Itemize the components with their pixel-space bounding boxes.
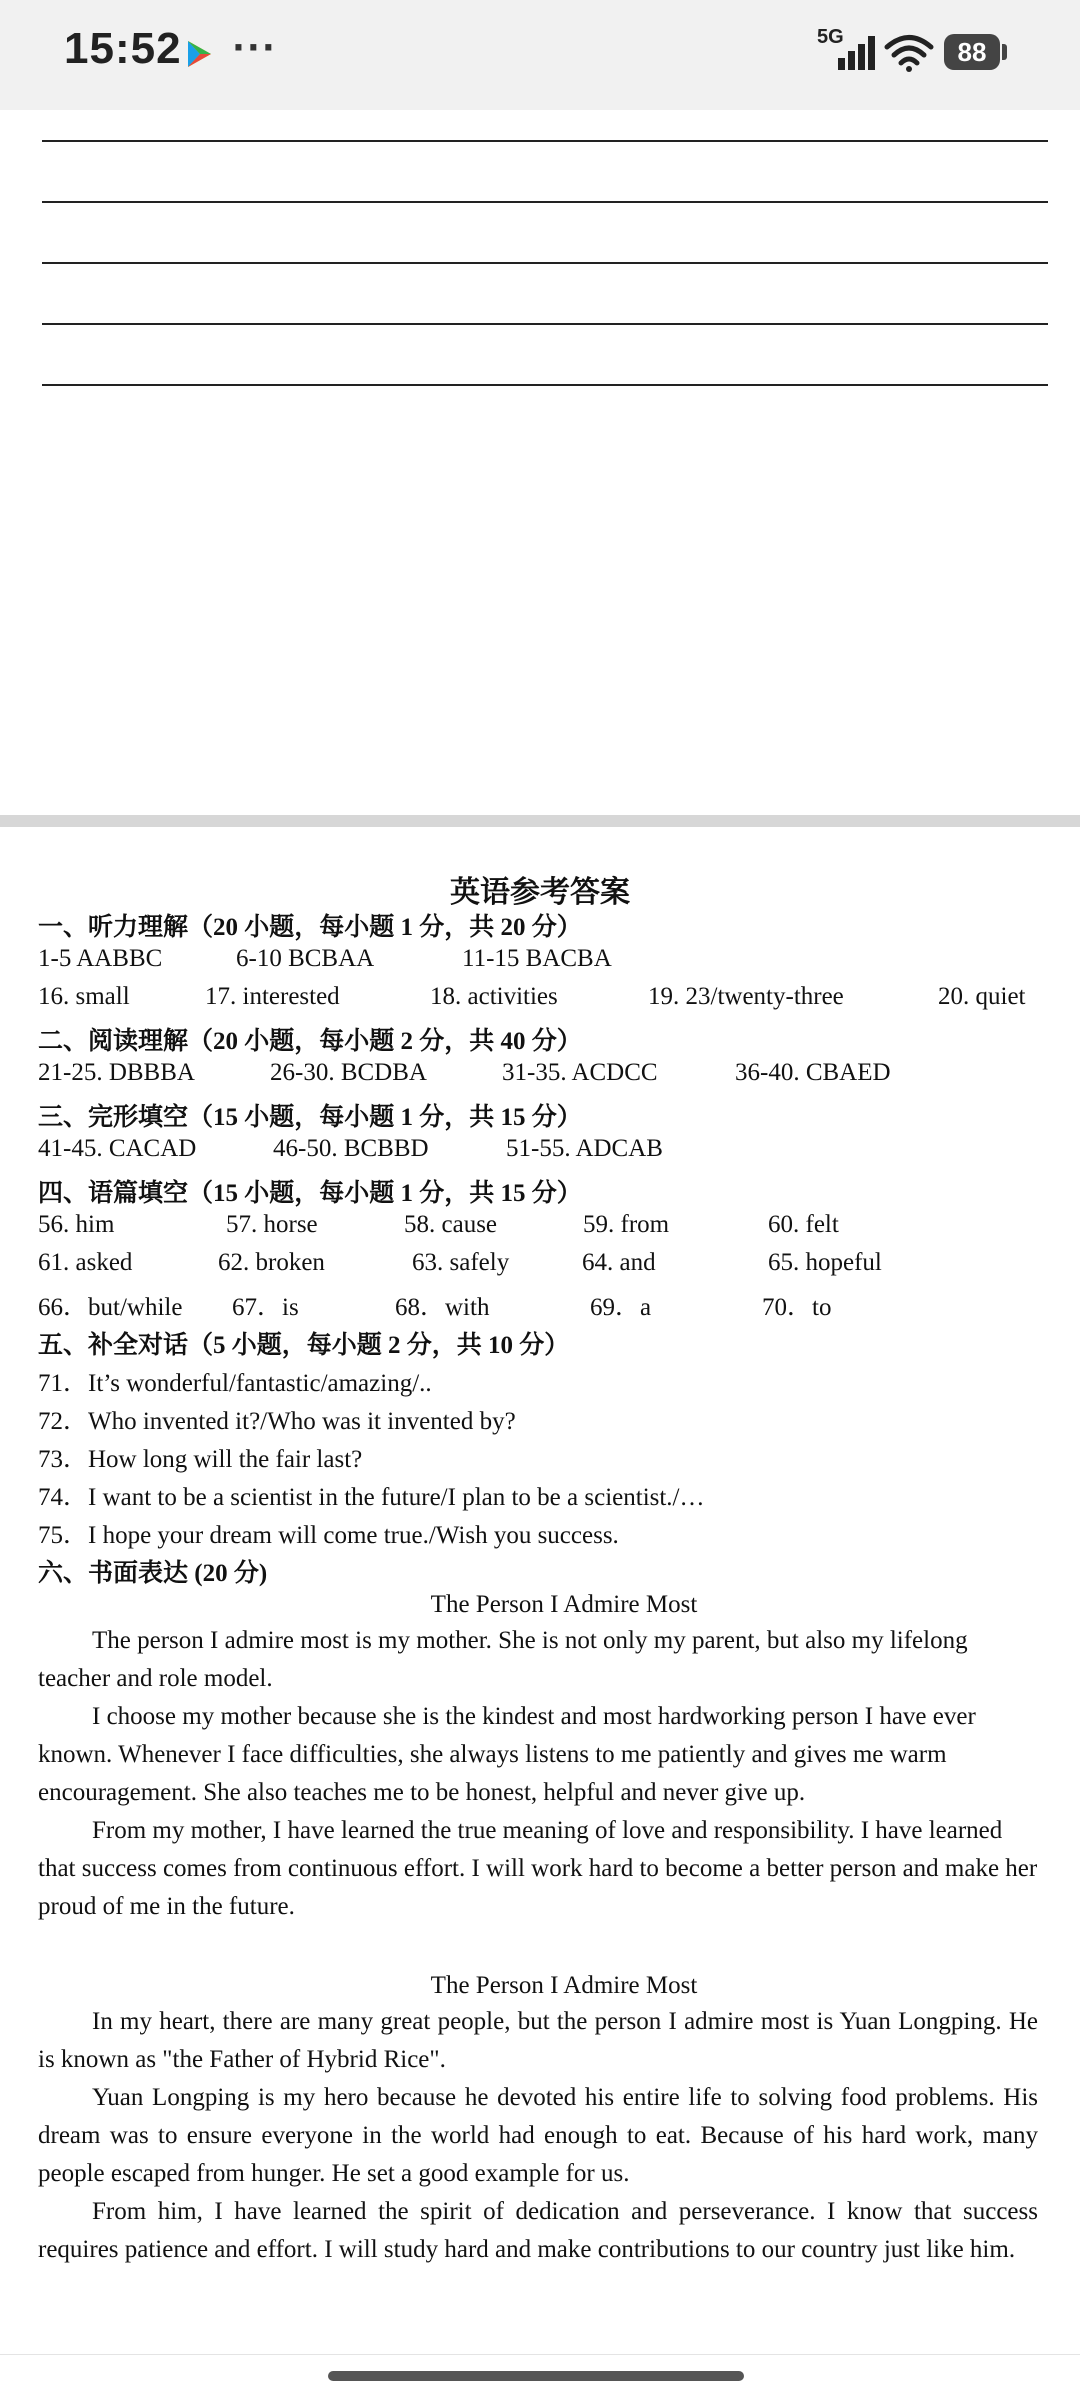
essay-title: The Person I Admire Most <box>430 1591 698 1618</box>
answer-cell: 70．to <box>762 1294 832 1321</box>
answer-cell: 68．with <box>395 1294 490 1321</box>
page-divider <box>0 815 1080 827</box>
answer-cell: 36-40. CBAED <box>735 1059 891 1086</box>
answer-line <box>42 262 1048 264</box>
answer-cell: 56. him <box>38 1211 115 1238</box>
section-heading: 六、书面表达 (20 分) <box>38 1560 268 1587</box>
wifi-icon <box>884 34 934 72</box>
essay-paragraph: From my mother, I have learned the true meaning of love and responsibility. I have learned that success comes from continuous effort. I will work hard to become a better person and make her proud of me in the future. <box>38 1817 1038 1920</box>
play-icon <box>184 38 214 70</box>
answer-cell: 20. quiet <box>938 983 1026 1010</box>
essay-paragraph: Yuan Longping is my hero because he devoted his entire life to solving food problems. His dream was to ensure everyone in the world had enough to eat. Because of his hard work, many people escaped from hunger. He set a good example for us. <box>38 2084 1038 2187</box>
answer-cell: 46-50. BCBBD <box>273 1135 429 1162</box>
essay-paragraph: In my heart, there are many great people, but the person I admire most is Yuan Longping. He is known as "the Father of Hybrid Rice". <box>38 2008 1038 2073</box>
section-heading: 二、阅读理解（20 小题，每小题 2 分，共 40 分） <box>38 1028 582 1055</box>
answer-cell: 62. broken <box>218 1249 325 1276</box>
answer-cell: 17. interested <box>205 983 340 1010</box>
section-heading: 一、听力理解（20 小题，每小题 1 分，共 20 分） <box>38 914 582 941</box>
essay-paragraph: I choose my mother because she is the kindest and most hardworking person I have ever known. Whenever I face difficulties, she always listens to me patiently and gives me warm encouragement. She also teaches me to be honest, helpful and never give up. <box>38 1703 976 1806</box>
answer-cell: 58. cause <box>404 1211 498 1238</box>
signal-icon <box>838 36 878 70</box>
doc-title: 英语参考答案 <box>450 876 630 909</box>
section-heading: 四、语篇填空（15 小题，每小题 1 分，共 15 分） <box>38 1180 582 1207</box>
answer-cell: 57. horse <box>226 1211 318 1238</box>
answer-cell: 69．a <box>590 1294 652 1321</box>
answer-cell: 60. felt <box>768 1211 839 1238</box>
answer-cell: 18. activities <box>430 983 558 1010</box>
answer-cell: 31-35. ACDCC <box>502 1059 658 1086</box>
answer-line <box>42 140 1048 142</box>
answer-cell: 1-5 AABBC <box>38 945 163 972</box>
answer-cell: 6-10 BCBAA <box>236 945 375 972</box>
section-heading: 五、补全对话（5 小题，每小题 2 分，共 10 分） <box>38 1332 570 1359</box>
section-heading: 三、完形填空（15 小题，每小题 1 分，共 15 分） <box>38 1104 582 1131</box>
answer-cell: 19. 23/twenty-three <box>648 983 844 1010</box>
status-time: 15:52 <box>64 24 182 73</box>
essay-title: The Person I Admire Most <box>430 1972 698 1999</box>
answer-cell: 64. and <box>582 1249 656 1276</box>
battery-icon: 88 <box>944 34 1000 70</box>
more-icon: ··· <box>232 28 277 68</box>
answer-cell: 66．but/while <box>38 1294 183 1321</box>
answer-cell: 11-15 BACBA <box>462 945 612 972</box>
answer-cell: 67．is <box>232 1294 299 1321</box>
answer-cell: 51-55. ADCAB <box>506 1135 663 1162</box>
dialogue-answer: 72．Who invented it?/Who was it invented by? <box>38 1408 516 1435</box>
home-indicator[interactable] <box>328 2371 744 2381</box>
answer-cell: 63. safely <box>412 1249 510 1276</box>
answer-line <box>42 201 1048 203</box>
essay-paragraph: The person I admire most is my mother. She is not only my parent, but also my lifelong teacher and role model. <box>38 1627 968 1692</box>
dialogue-answer: 74．I want to be a scientist in the future/I plan to be a scientist./… <box>38 1484 705 1511</box>
dialogue-answer: 75．I hope your dream will come true./Wish you success. <box>38 1522 619 1549</box>
essay-paragraph: From him, I have learned the spirit of dedication and perseverance. I know that success requires patience and effort. I will study hard and make contributions to our country just like him. <box>38 2198 1038 2263</box>
answer-cell: 26-30. BCDBA <box>270 1059 427 1086</box>
bottom-divider <box>0 2354 1080 2355</box>
answer-line <box>42 384 1048 386</box>
answer-cell: 21-25. DBBBA <box>38 1059 195 1086</box>
battery-nub <box>1002 44 1007 60</box>
dialogue-answer: 71．It’s wonderful/fantastic/amazing/.. <box>38 1370 432 1397</box>
answer-cell: 41-45. CACAD <box>38 1135 197 1162</box>
answer-line <box>42 323 1048 325</box>
dialogue-answer: 73．How long will the fair last? <box>38 1446 363 1473</box>
answer-cell: 59. from <box>583 1211 670 1238</box>
answer-cell: 65. hopeful <box>768 1249 882 1276</box>
network-type: 5G <box>817 26 844 48</box>
answer-cell: 16. small <box>38 983 130 1010</box>
status-bar <box>0 0 1080 110</box>
answer-lines-page <box>0 110 1080 815</box>
answer-cell: 61. asked <box>38 1249 133 1276</box>
